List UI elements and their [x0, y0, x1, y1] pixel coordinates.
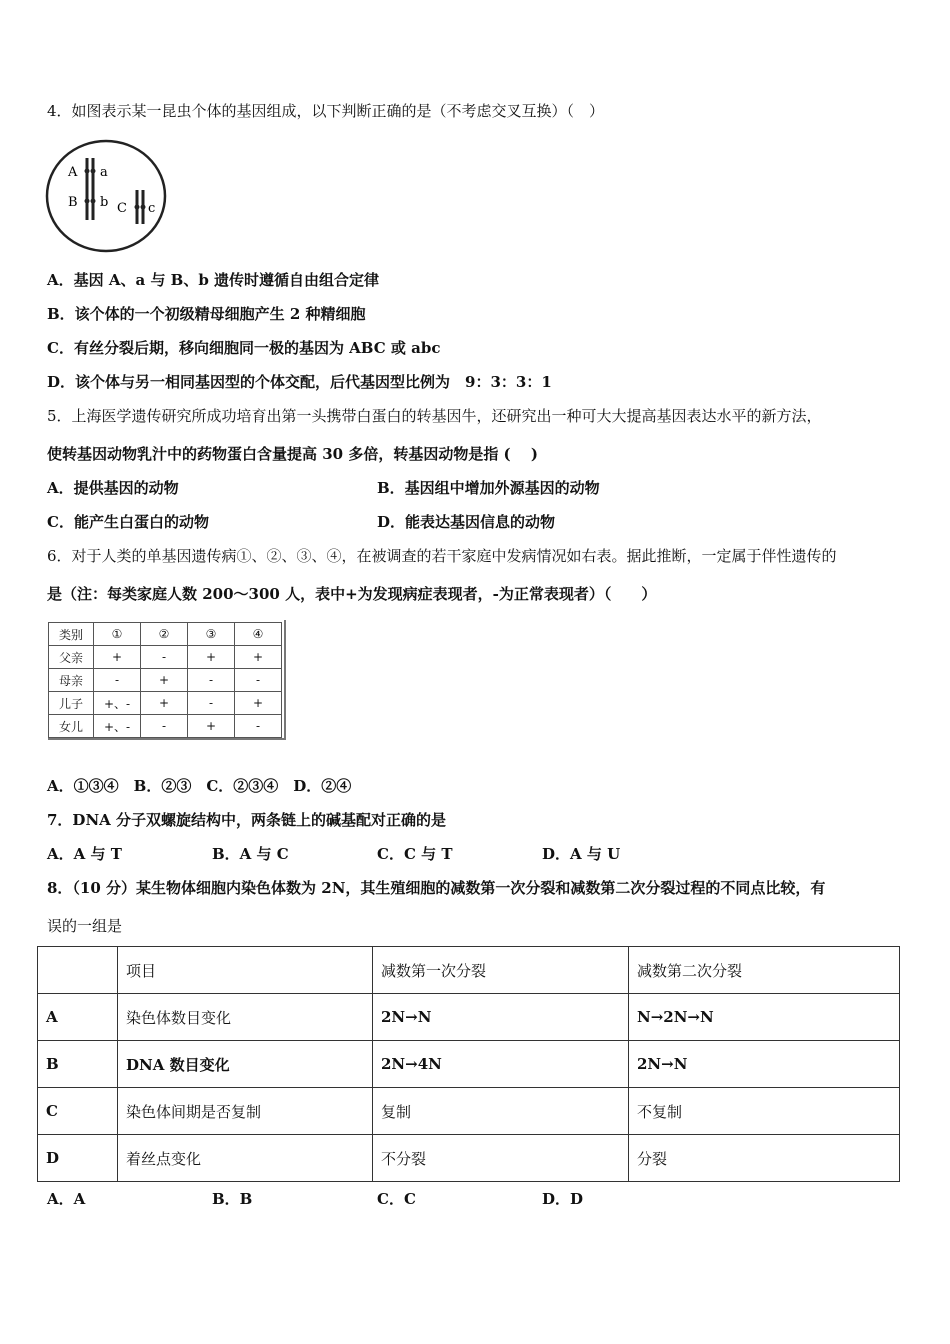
table-cell: 类别 [49, 623, 94, 646]
label-b: b [100, 195, 109, 210]
q7-option-d[interactable]: D．A 与 U [542, 845, 621, 863]
q6-stem-line1: 6．对于人类的单基因遗传病①、②、③、④，在被调查的若干家庭中发病情况如右表。据此推断，一定属于伴性遗传的 [47, 547, 837, 565]
table-cell: + [141, 669, 188, 692]
table-row [49, 646, 282, 669]
table-cell: 染色体数目变化 [118, 994, 373, 1041]
table-row [38, 1135, 900, 1182]
table-cell: 项目 [118, 947, 373, 994]
table-cell: ② [141, 623, 188, 646]
table-cell: + [235, 646, 282, 669]
table-cell: C [38, 1088, 118, 1135]
q4-option-a[interactable]: A．基因 A、a 与 B、b 遗传时遵循自由组合定律 [47, 271, 380, 289]
q6-stem-line2: 是（注：每类家庭人数 200～300 人，表中+为发现病症表现者，-为正常表现者）（ ） [47, 585, 657, 603]
table-cell: - [235, 669, 282, 692]
label-c: c [148, 201, 156, 216]
q7-option-c[interactable]: C．C 与 T [377, 845, 453, 863]
table-cell: 复制 [373, 1088, 629, 1135]
table-cell: - [235, 715, 282, 738]
table-row [49, 692, 282, 715]
q8-comparison-table [37, 946, 900, 1182]
table-cell: 儿子 [49, 692, 94, 715]
table-cell: 着丝点变化 [118, 1135, 373, 1182]
q4-option-d[interactable]: D．该个体与另一相同基因型的个体交配，后代基因型比例为 9：3：3：1 [47, 373, 552, 391]
table-row [38, 1041, 900, 1088]
q6-options[interactable]: A．①③④ B．②③ C．②③④ D．②④ [47, 777, 352, 795]
table-cell: - [141, 715, 188, 738]
table-cell: 父亲 [49, 646, 94, 669]
table-cell: + [188, 646, 235, 669]
label-B: B [68, 195, 78, 210]
q5-stem-line2: 使转基因动物乳汁中的药物蛋白含量提高 30 多倍，转基因动物是指 ( ) [47, 445, 538, 463]
table-cell: + [188, 715, 235, 738]
q7-option-b[interactable]: B．A 与 C [212, 845, 289, 863]
q5-option-b[interactable]: B．基因组中增加外源基因的动物 [377, 479, 600, 497]
q8-option-d[interactable]: D．D [542, 1190, 584, 1208]
table-cell: 母亲 [49, 669, 94, 692]
table-cell: 2N→N [629, 1041, 900, 1088]
table-cell: - [188, 692, 235, 715]
q4-stem: 4．如图表示某一昆虫个体的基因组成，以下判断正确的是（不考虑交叉互换）（ ） [47, 102, 605, 120]
q8-option-c[interactable]: C．C [377, 1190, 416, 1208]
table-row [38, 994, 900, 1041]
q6-pedigree-table [48, 622, 282, 738]
table-cell: - [141, 646, 188, 669]
q5-option-c[interactable]: C．能产生白蛋白的动物 [47, 513, 209, 531]
table-cell: 女儿 [49, 715, 94, 738]
label-C: C [117, 201, 127, 216]
table-cell: 2N→N [373, 994, 629, 1041]
q7-stem: 7．DNA 分子双螺旋结构中，两条链上的碱基配对正确的是 [47, 811, 447, 829]
q8-option-a[interactable]: A．A [47, 1190, 86, 1208]
table-cell: A [38, 994, 118, 1041]
table-cell: 不分裂 [373, 1135, 629, 1182]
q5-stem-line1: 5．上海医学遗传研究所成功培育出第一头携带白蛋白的转基因牛，还研究出一种可大大提高基因表达水平的新方法， [47, 407, 822, 425]
q8-option-b[interactable]: B．B [212, 1190, 253, 1208]
table-cell: DNA 数目变化 [118, 1041, 373, 1088]
table-cell: 减数第二次分裂 [629, 947, 900, 994]
table-cell: +、- [94, 692, 141, 715]
table-cell [38, 947, 118, 994]
q8-stem-line2: 误的一组是 [47, 917, 123, 935]
table-cell: 2N→4N [373, 1041, 629, 1088]
table-cell: B [38, 1041, 118, 1088]
label-a: a [100, 165, 108, 180]
table-row [49, 669, 282, 692]
q5-option-d[interactable]: D．能表达基因信息的动物 [377, 513, 556, 531]
q5-option-a[interactable]: A．提供基因的动物 [47, 479, 179, 497]
table-cell: - [94, 669, 141, 692]
table-cell: N→2N→N [629, 994, 900, 1041]
table-header-row [38, 947, 900, 994]
table-row [49, 715, 282, 738]
table-cell: + [141, 692, 188, 715]
q4-option-c[interactable]: C．有丝分裂后期，移向细胞同一极的基因为 ABC 或 abc [47, 339, 441, 357]
table-header-row [49, 623, 282, 646]
table-cell: 减数第一次分裂 [373, 947, 629, 994]
table-row [38, 1088, 900, 1135]
table-cell: 染色体间期是否复制 [118, 1088, 373, 1135]
table-cell: ① [94, 623, 141, 646]
table-cell: + [94, 646, 141, 669]
table-cell: +、- [94, 715, 141, 738]
table-cell: 分裂 [629, 1135, 900, 1182]
table-cell: ④ [235, 623, 282, 646]
table-cell: D [38, 1135, 118, 1182]
label-A: A [68, 165, 78, 180]
table-cell: 不复制 [629, 1088, 900, 1135]
table-cell: + [235, 692, 282, 715]
chromosome-cell-diagram [44, 138, 172, 254]
table-cell: - [188, 669, 235, 692]
q7-option-a[interactable]: A．A 与 T [47, 845, 122, 863]
q8-stem-line1: 8．（10 分）某生物体细胞内染色体数为 2N，其生殖细胞的减数第一次分裂和减数第二次分裂过程的不同点比较，有 [47, 879, 826, 897]
table-cell: ③ [188, 623, 235, 646]
q4-option-b[interactable]: B．该个体的一个初级精母细胞产生 2 种精细胞 [47, 305, 366, 323]
